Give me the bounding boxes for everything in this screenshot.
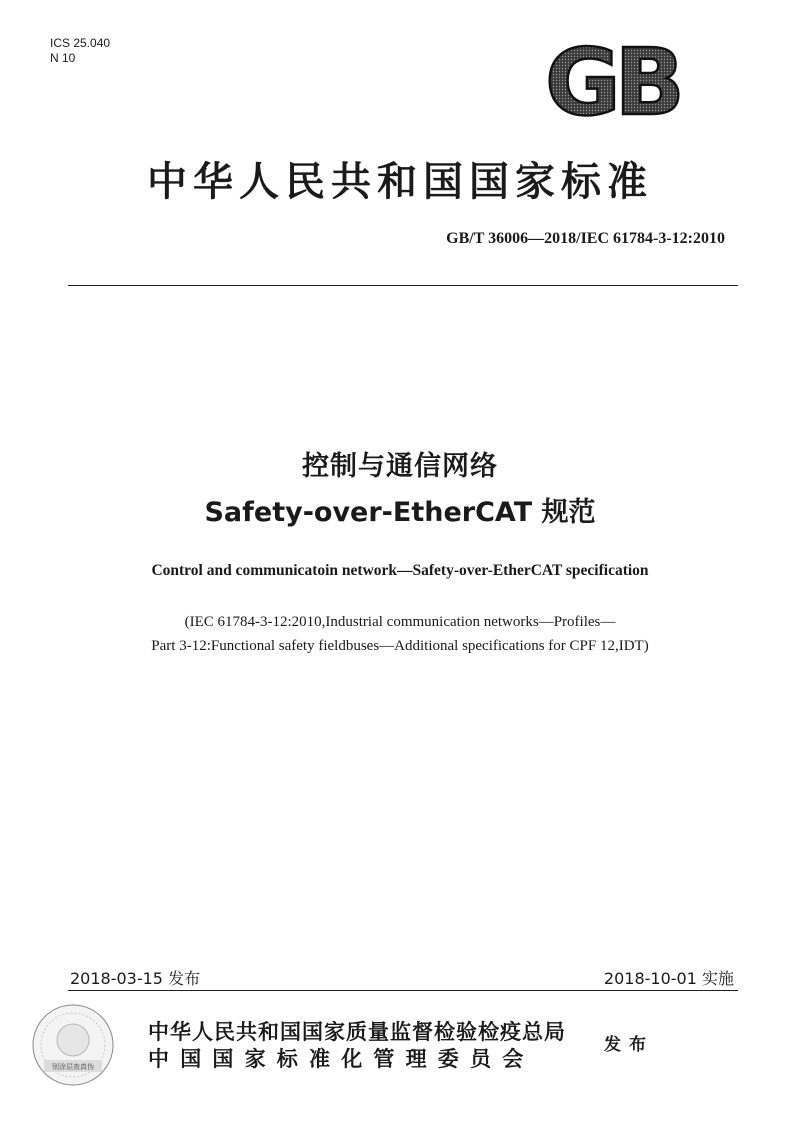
stamp-label: 别涂层查真伪 [52,1063,94,1071]
standard-number: GB/T 36006—2018/IEC 61784-3-12:2010 [446,230,725,247]
english-title: Control and communicatoin network—Safety-over-EtherCAT specification [151,562,649,579]
anti-counterfeit-stamp [30,1002,116,1088]
gb-logo [528,40,696,122]
chinese-title-line1: 控制与通信网络 [302,451,498,482]
implementation-date: 2018-10-01 实施 [603,969,734,988]
iec-reference-line1: (IEC 61784-3-12:2010,Industrial communication networks—Profiles— [184,614,616,630]
ics-code: ICS 25.040 [50,36,111,50]
issuer-line2: 中国国家标准化管理委员会 [148,1047,535,1071]
top-divider [68,285,738,286]
bottom-divider [68,990,738,991]
issue-date: 2018-03-15 发布 [70,969,201,988]
ics-codes [50,36,110,66]
standard-title: 中华人民共和国国家标准 [147,159,653,205]
iec-reference-line2: Part 3-12:Functional safety fieldbuses—Additional specifications for CPF 12,IDT) [151,638,649,654]
chinese-title-line2: Safety-over-EtherCAT 规范 [204,497,596,528]
classification-code: N 10 [50,51,76,65]
publish-label: 发布 [604,1035,654,1055]
issuer-line1: 中华人民共和国国家质量监督检验检疫总局 [148,1020,566,1044]
gb-logo-text: GB [545,40,679,122]
